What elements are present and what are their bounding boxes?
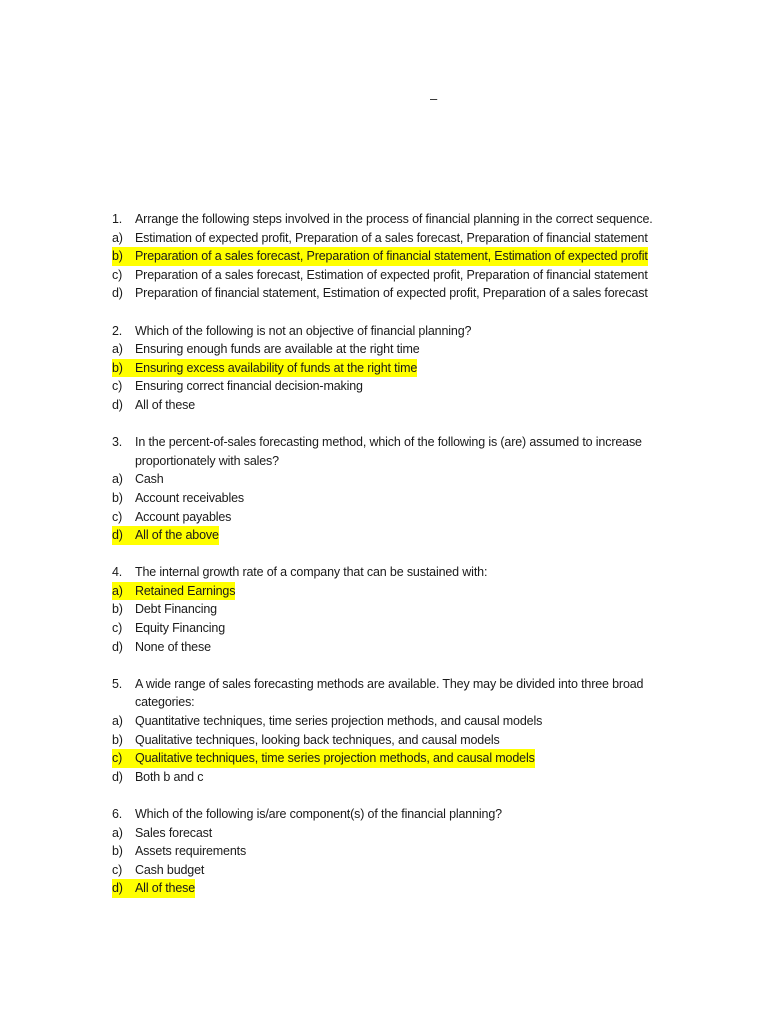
option-text: Equity Financing — [135, 621, 226, 636]
option-text: Quantitative techniques, time series projection methods, and causal models — [135, 714, 543, 729]
answer-highlight — [112, 359, 417, 378]
option-text: Preparation of a sales forecast, Preparation of financial statement, Estimation of expected profit — [135, 249, 648, 264]
question-stem — [112, 433, 702, 470]
option-text: Both b and c — [135, 769, 204, 784]
option-text: None of these — [135, 639, 211, 654]
answer-highlight — [112, 879, 195, 898]
option-b — [112, 731, 702, 750]
question-2 — [112, 322, 702, 415]
option-text: Account receivables — [135, 490, 245, 505]
question-number: 6. — [112, 807, 123, 821]
option-a — [112, 712, 702, 731]
option-letter: a) — [112, 472, 123, 487]
question-4 — [112, 563, 702, 656]
option-text: Sales forecast — [135, 825, 213, 840]
option-letter: b) — [112, 844, 123, 859]
option-text: All of the above — [135, 528, 219, 543]
question-3 — [112, 433, 702, 545]
option-b — [112, 600, 702, 619]
option-d-highlighted — [112, 879, 702, 898]
option-text: All of these — [135, 881, 196, 896]
question-stem — [112, 805, 702, 824]
option-text: Cash budget — [135, 862, 205, 877]
option-letter: b) — [112, 602, 123, 617]
option-text: Qualitative techniques, looking back techniques, and causal models — [135, 732, 500, 747]
option-c-highlighted — [112, 749, 702, 768]
question-number: 2. — [112, 323, 123, 338]
option-a — [112, 470, 702, 489]
option-d — [112, 396, 702, 415]
option-a — [112, 824, 702, 843]
option-letter: d) — [112, 639, 123, 654]
question-stem — [112, 675, 702, 712]
option-text: Debt Financing — [135, 602, 217, 617]
option-d-highlighted — [112, 526, 702, 545]
option-a — [112, 229, 702, 248]
option-letter: c) — [112, 862, 123, 877]
answer-highlight — [112, 526, 219, 545]
question-text: In the percent-of-sales forecasting method, which of the following is (are) assumed to increase proportionately with sales? — [135, 435, 642, 468]
option-text: Preparation of a sales forecast, Estimation of expected profit, Preparation of financial statement — [135, 267, 648, 282]
option-letter: a) — [112, 583, 123, 598]
answer-highlight — [112, 749, 535, 768]
option-letter: d) — [112, 286, 123, 301]
option-letter: c) — [112, 379, 123, 394]
question-text: Arrange the following steps involved in the process of financial planning in the correct sequence. — [135, 212, 653, 226]
question-number: 1. — [112, 212, 123, 226]
question-1 — [112, 210, 702, 303]
option-c — [112, 619, 702, 638]
option-text: Ensuring correct financial decision-making — [135, 379, 363, 394]
question-number: 4. — [112, 565, 123, 580]
question-stem — [112, 563, 702, 582]
option-letter: b) — [112, 732, 123, 747]
question-number: 3. — [112, 435, 123, 450]
option-text: Assets requirements — [135, 844, 247, 859]
option-letter: c) — [112, 509, 123, 524]
question-stem — [112, 210, 702, 229]
header-mark: – — [430, 91, 438, 106]
question-5 — [112, 675, 702, 787]
option-letter: b) — [112, 360, 123, 375]
option-d — [112, 768, 702, 787]
question-text: The internal growth rate of a company that can be sustained with: — [135, 565, 488, 580]
option-letter: c) — [112, 621, 123, 636]
option-letter: c) — [112, 751, 123, 766]
option-letter: b) — [112, 249, 123, 264]
question-number: 5. — [112, 676, 123, 691]
option-letter: a) — [112, 825, 123, 840]
option-text: Ensuring enough funds are available at the right time — [135, 342, 420, 357]
option-a-highlighted — [112, 582, 702, 601]
option-letter: c) — [112, 267, 123, 282]
option-text: All of these — [135, 397, 196, 412]
option-letter: a) — [112, 342, 123, 357]
answer-highlight — [112, 582, 235, 601]
option-text: Qualitative techniques, time series projection methods, and causal models — [135, 751, 535, 766]
option-text: Retained Earnings — [135, 583, 236, 598]
option-letter: b) — [112, 490, 123, 505]
question-text: A wide range of sales forecasting methods are available. They may be divided into three broad categories: — [135, 676, 644, 710]
option-c — [112, 861, 702, 880]
option-d — [112, 284, 702, 303]
option-b-highlighted — [112, 247, 702, 266]
option-letter: d) — [112, 397, 123, 412]
option-c — [112, 377, 702, 396]
question-text: Which of the following is not an objective of financial planning? — [135, 323, 472, 338]
option-text: Ensuring excess availability of funds at the right time — [135, 360, 418, 375]
answer-highlight — [112, 247, 648, 266]
option-a — [112, 340, 702, 359]
option-text: Cash — [135, 472, 164, 487]
option-letter: a) — [112, 230, 123, 245]
quiz-list — [112, 210, 702, 917]
option-text: Account payables — [135, 509, 232, 524]
option-letter: d) — [112, 769, 123, 784]
option-b-highlighted — [112, 359, 702, 378]
option-letter: d) — [112, 881, 123, 896]
option-c — [112, 266, 702, 285]
question-text: Which of the following is/are component(s) of the financial planning? — [135, 807, 502, 821]
option-d — [112, 638, 702, 657]
option-text: Preparation of financial statement, Estimation of expected profit, Preparation of a sales forecast — [135, 286, 648, 301]
option-b — [112, 489, 702, 508]
option-letter: a) — [112, 714, 123, 729]
option-text: Estimation of expected profit, Preparation of a sales forecast, Preparation of financial statement — [135, 230, 648, 245]
option-b — [112, 842, 702, 861]
question-6 — [112, 805, 702, 898]
option-c — [112, 508, 702, 527]
option-letter: d) — [112, 528, 123, 543]
question-stem — [112, 322, 702, 341]
